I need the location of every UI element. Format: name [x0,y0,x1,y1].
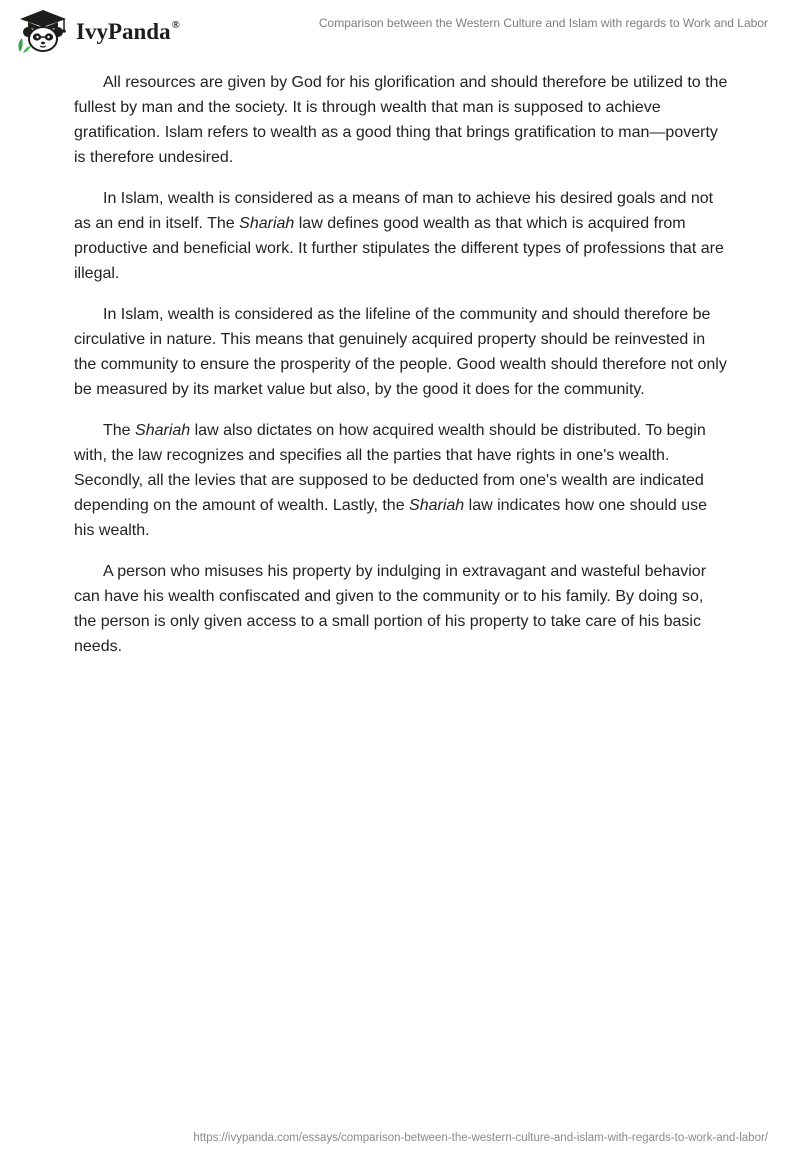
panda-graduate-icon [14,8,72,54]
logo-wordmark: IvyPanda® [76,19,180,44]
page-header [0,0,800,60]
ivypanda-logo[interactable] [14,8,180,54]
text-run: law defines good wealth as that which is acquired from productive and beneficial work. It further stipulates the different types of professions that are illegal. [74,215,724,282]
text-run: In Islam, wealth is considered as a means of man to achieve his desired goals and not as an end in itself. The [74,190,714,232]
paragraph [74,418,730,543]
document-title: Comparison between the Western Culture and Islam with regards to Work and Labor [318,16,768,30]
paragraph [74,70,730,170]
text-run: The [103,422,136,439]
text-run: law indicates how one should use his wealth. [74,497,708,539]
text-run: A person who misuses his property by indulging in extravagant and wasteful behavior can have his wealth confiscated and given to the community or to his family. By doing so, the person is only given access to a small portion of his property to take care of his basic needs. [74,563,707,655]
paragraph [74,186,730,286]
paragraph [74,302,730,402]
essay-body [74,70,730,675]
text-run: law also dictates on how acquired wealth should be distributed. To begin with, the law recognizes and specifies all the parties that have rights in one's wealth. Secondly, all the levies that are supposed to be deducted from one's wealth are indicated depending on the amount of wealth. Lastly, the [74,422,706,514]
italic-term: Shariah [135,422,191,439]
italic-term: Shariah [409,497,465,514]
text-run: In Islam, wealth is considered as the lifeline of the community and should therefore be circulative in nature. This means that genuinely acquired property should be reinvested in the community to ensure the prosperity of the people. Good wealth should therefore not only be measured by its market value but also, by the good it does for the community. [74,306,727,398]
paragraph [74,559,730,659]
text-run: All resources are given by God for his glorification and should therefore be utilized to the fullest by man and the society. It is through wealth that man is supposed to achieve gratification. Islam refers to wealth as a good thing that brings gratification to man—poverty is therefore undesired. [74,74,728,166]
italic-term: Shariah [239,215,295,232]
source-url[interactable]: https://ivypanda.com/essays/comparison-between-the-western-culture-and-islam-with-regards-to-work-and-labor/ [193,1132,768,1144]
